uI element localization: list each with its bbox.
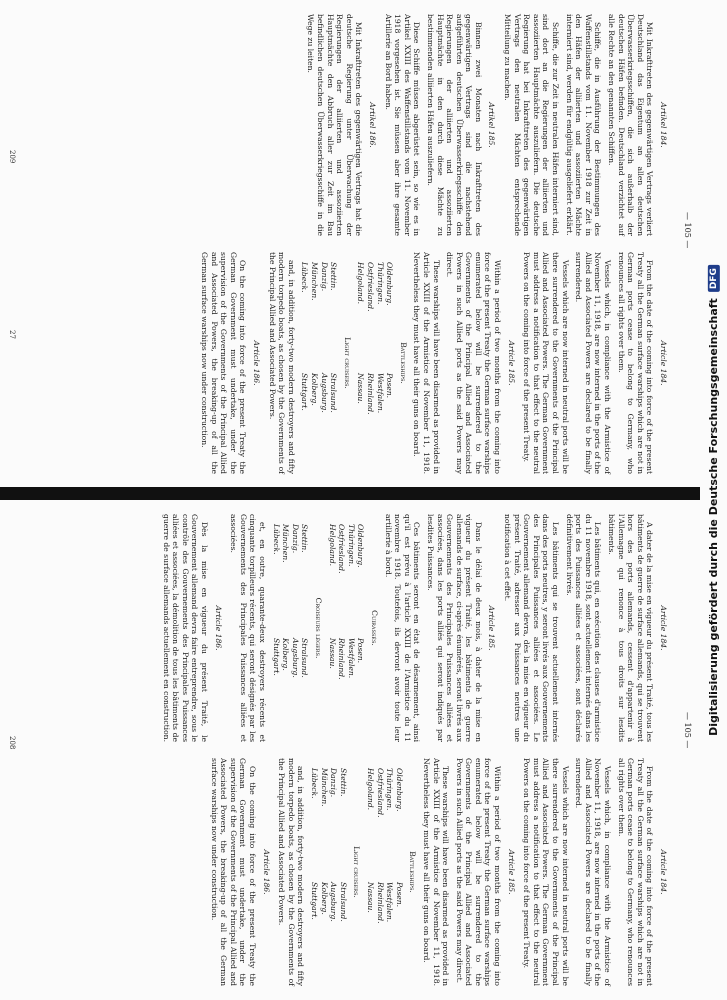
ship-list-label: Croiseurs légers. (314, 597, 323, 659)
paragraph: Within a period of two months from the coming into force of the present Treaty the German surface warships enumerated below will be surrendered to the Governments of the Principal Allied and Associated Powers in such Allied ports as the said Powers may direct. (454, 758, 503, 986)
paragraph: Within a period of two months from the coming into force of the present Treaty the German surface warships enumerated below will be surrendered to the Governments of the Principal Allied and Associated Powers in such Allied ports as the said Powers may direct. (445, 252, 503, 474)
ship-name: Kolberg. (319, 882, 329, 915)
ship-name: München. (319, 768, 329, 807)
paragraph: Vessels which are now interned in neutral ports will be there surrendered to the Governments of the Principal Allied and Associated Powers. The German Government must address a notification to that effect to the neutral Powers on the coming into force of the present Treaty. (522, 252, 570, 474)
ship-list (365, 758, 417, 986)
ship-name: Stuttgart. (271, 638, 281, 676)
ship-name: Rheinland. (375, 882, 385, 924)
paragraph: Dans le délai de deux mois, à dater de la mise en vigueur du présent Traité, les bâtiments de guerre allemands de surface, ci-après énumérés, seront livrés aux Gouvernements des Principales Puissances alliées et associées, dans les ports alliés qui seront indiqués par lesdites Puissances. (425, 514, 483, 742)
ship-name: Helgoland. (327, 524, 337, 567)
paragraph: Vessels which are now interned in neutral ports will be there surrendered to the Governments of the Principal Allied and Associated Powers. The German Government must address a notification to that effect to the neutral Powers on the coming into force of the present Treaty. (522, 758, 570, 986)
paragraph: These warships will have been disarmed as provided in Article XXIII of the Armistice of November 11, 1918. Nevertheless they must have all their guns on board. (421, 758, 451, 986)
ship-name: Augsburg. (319, 373, 329, 413)
paragraph: Vessels which, in compliance with the Armistice of November 11, 1918, are now interned in the ports of the Allied and Associated Powers are declared to be finally surrendered. (574, 252, 613, 474)
paragraph: Mit Inkrafttreten des gegenwärtigen Vertrags verliert Deutschland das Eigentum an allen deutschen Überwasserkriegsschiffen, die sich außerhalb der deutschen Häfen befinden. Deutschland verzichtet auf alle Rechte an den genannten Schiffen. (607, 14, 655, 236)
paragraph: Schiffe, die zur Zeit in neutralen Häfen interniert sind, sind dort an die Regierungen der alliierten und assoziierten Hauptmächte auszuliefern. Die deutsche Regierung hat bei Inkrafttreten des gegenwärtigen Vertrags den neutralen Mächten entsprechende Mitteilung zu machen. (503, 14, 561, 236)
paragraph: Diese Schiffe müssen abgerüstet sein, so wie es in Artikel XXIII des Waffenstillstands vom 11. November 1918 vorgesehen ist. Sie müssen aber ihre gesamte Artillerie an Bord haben. (383, 14, 422, 236)
ship-name: Rheinland. (337, 638, 347, 680)
article-heading: Artikel 186. (367, 102, 377, 148)
ship-list-label: Light cruisers. (342, 337, 352, 389)
dfg-banner (700, 0, 727, 1000)
ship-name: Thüringen. (375, 262, 385, 305)
ship-name: Helgoland. (356, 262, 366, 305)
folio-right: 27 (8, 330, 16, 339)
paragraph: From the date of the coming into force of the present Treaty all the German surface warships which are not in German ports cease to belong to Germany, who renounces all rights over them. (616, 252, 655, 474)
ship-name: Stettin. (300, 524, 310, 553)
ship-list (356, 252, 408, 474)
paragraph: Mit Inkrafttreten des gegenwärtigen Vertrags hat die deutsche Regierung unter Überwachung der Regierungen der alliierten und assoziierten Hauptmächte den Abbruch aller zur Zeit im Bau befindlichen deutschen Überwasserkriegsschiffe in die Wege zu leiten. (306, 14, 364, 236)
paragraph: Dès la mise en vigueur du présent Traité, le Gouvernement allemand devra faire entreprendre, sous le contrôle des Gouvernements des Principales Puissances alliées et associées, la démolition de tous les bâtiments de guerre de surface allemands actuellement en construction. (161, 514, 210, 742)
dfg-logo: DFG (708, 265, 720, 292)
french-column (157, 514, 674, 742)
paragraph: A dater de la mise en vigueur du présent Traité, tous les bâtiments de guerre de surface allemands, qui se trouvent hors des ports allemands, cessent d'appartenir à l'Allemagne qui renonce à tous droits sur lesdits bâtiments. (607, 514, 655, 742)
ship-name: Westfalen. (385, 882, 395, 923)
ship-name: Nassau. (356, 373, 366, 404)
ship-name: Stuttgart. (300, 373, 310, 411)
ship-name: Oldenburg. (385, 262, 395, 306)
ship-names (356, 262, 394, 474)
article-heading: Artikel 185. (487, 102, 497, 148)
ship-names (309, 768, 347, 986)
ship-name: Ostfriesland. (365, 262, 375, 312)
ship-name: Thüringen. (385, 768, 395, 811)
ship-name: Kolberg. (310, 373, 319, 406)
ship-name: Rheinland. (365, 373, 375, 415)
article-heading: Article 184. (659, 340, 668, 386)
paragraph: Les bâtiments qui se trouvent actuellement internés dans des ports neutres, y seront livrés aux Gouvernements des Principales Puissances alliées et associées. Le Gouvernement allemand devra, dès la mise en vigueur du présent Traité, adresser aux Puissances neutres une notification à cet effet. (503, 514, 561, 742)
banner-text: Digitalisierung gefördert durch die Deutsche Forschungsgemeinschaft (707, 297, 720, 736)
ship-name: Stettin. (329, 262, 339, 291)
ship-name: Danzig. (290, 524, 300, 554)
german-column (302, 14, 674, 236)
article-heading: Article 186. (261, 849, 271, 895)
paragraph: From the date of the coming into force of the present Treaty all the German surface warships which are not in German ports cease to belong to Germany, who renounces all rights over them. (616, 758, 655, 986)
article-heading: Article 185. (506, 849, 516, 895)
ship-name: Lübeck. (300, 262, 310, 293)
ship-names (300, 262, 338, 474)
ship-name: Lübeck. (271, 524, 281, 555)
paragraph: On the coming into force of the present Treaty the German Government must undertake, under the supervision of the Governments of the Principal Allied and Associated Powers, the breaking-up of all the German surface warships now under construction. (200, 252, 248, 474)
ship-name: Stralsund. (329, 373, 339, 413)
ship-name: Thüringen. (346, 524, 356, 567)
ship-list (327, 514, 379, 742)
ship-name: Danzig. (329, 768, 339, 798)
ship-list (309, 758, 361, 986)
ship-name: Danzig. (319, 262, 329, 292)
ship-name: Lübeck. (310, 768, 319, 799)
upper-page (0, 0, 700, 487)
paragraph: Binnen zwei Monaten nach Inkrafttreten des gegenwärtigen Vertrags sind die nachstehend aufgeführten deutschen Überwasserkriegsschiffe den Regierungen der alliierten und assoziierten Hauptmächte in den durch diese Mächte zu bestimmenden alliierten Häfen auszuliefern. (425, 14, 483, 236)
paragraph: Vessels which, in compliance with the Armistice of November 11, 1918, are now interned in the ports of the Allied and Associated Powers are declared to be finally surrendered. (574, 758, 613, 986)
paragraph: Ces bâtiments seront en état de désarmement, ainsi qu'il est prévu à l'article XXIII de l'Armistice du 11 novembre 1918. Toutefois, ils devront avoir toute leur artillerie à bord. (383, 514, 422, 742)
ship-name: Oldenburg. (394, 768, 404, 812)
ship-list-label: Battleships. (408, 851, 418, 893)
ship-list-label: Battleships. (398, 342, 408, 384)
ship-name: Kolberg. (281, 638, 291, 671)
ship-name: Stuttgart. (310, 882, 319, 920)
english-column (195, 252, 674, 474)
paragraph: Schiffe, die in Ausführung der Bestimmungen des Waffenstillstands vom 11. November 1918 zur Zeit in den Häfen der alliierten und assoziierten Mächte interniert sind, werden für endgültig ausgeliefert erklärt. (564, 14, 603, 236)
ship-name: Posen. (385, 373, 395, 399)
ship-name: Stralsund. (300, 638, 310, 678)
ship-name: Westfalen. (346, 638, 356, 679)
ship-name: Nassau. (365, 882, 375, 913)
page-gutter (0, 487, 700, 500)
article-heading: Article 185. (487, 605, 497, 651)
english-column-lower (205, 758, 674, 986)
ship-name: Posen. (356, 638, 366, 664)
ship-name: Oldenburg. (356, 524, 366, 568)
destroyers-text: et, en outre, quarante-deux destroyers récents et cinquante torpilleurs récents, qui seront désignés par les Gouvernements des Principales Puissances alliées et associées. (229, 514, 268, 742)
paragraph: Les bâtiments qui, en exécution des clauses d'armistice du 11 novembre 1918, sont actuellement internés dans les ports des Puissances alliées et associées, sont déclarés définitivement livrés. (564, 514, 603, 742)
page-number: — 105 — (683, 212, 692, 249)
ship-name: Ostfriesland. (337, 524, 347, 574)
ship-name: Westfalen. (375, 373, 385, 414)
folio: 209 (8, 150, 16, 164)
article-heading: Article 186. (213, 605, 223, 651)
ship-list (300, 252, 352, 474)
paragraph: These warships will have been disarmed as provided in Article XXIII of the Armistice of November 11, 1918. Nevertheless they must have all their guns on board. (412, 252, 441, 474)
article-heading: Article 186. (252, 340, 262, 386)
destroyers-text: and, in addition, forty-two modern destroyers and fifty modern torpedo boats, as chosen by the Governments of the Principal Allied and Associated Powers. (267, 252, 296, 474)
ship-name: Helgoland. (365, 768, 375, 811)
article-heading: Article 185. (506, 340, 516, 386)
ship-list (271, 514, 323, 742)
ship-list-label: Cuirassés. (369, 610, 379, 646)
ship-name: Posen. (394, 882, 404, 908)
ship-name: Ostfriesland. (375, 768, 385, 818)
ship-name: Stralsund. (338, 882, 348, 922)
article-heading: Article 184. (659, 605, 668, 651)
ship-name: Stettin. (338, 768, 348, 797)
ship-list-label: Light cruisers. (352, 846, 362, 898)
ship-name: Augsburg. (290, 638, 300, 678)
article-heading: Artikel 184. (659, 102, 668, 148)
article-heading: Article 184. (659, 849, 668, 895)
ship-name: München. (281, 524, 291, 563)
ship-names (271, 524, 309, 742)
ship-name: Augsburg. (329, 882, 339, 922)
destroyers-text: and, in addition, forty-two modern destroyers and fifty modern torpedo boats, as chosen by the Governments of the Principal Allied and Associated Powers. (277, 758, 306, 986)
ship-names (327, 524, 365, 742)
paragraph: On the coming into force of the present Treaty the German Government must undertake, under the supervision of the Governments of the Principal Allied and Associated Powers, the breaking-up of all the German surface warships now under construction. (209, 758, 258, 986)
ship-name: Nassau. (327, 638, 337, 669)
lower-page (0, 500, 700, 1000)
page-number: — 105 — (683, 712, 692, 749)
folio: 208 (8, 736, 16, 750)
ship-names (365, 768, 403, 986)
ship-name: München. (310, 262, 319, 301)
